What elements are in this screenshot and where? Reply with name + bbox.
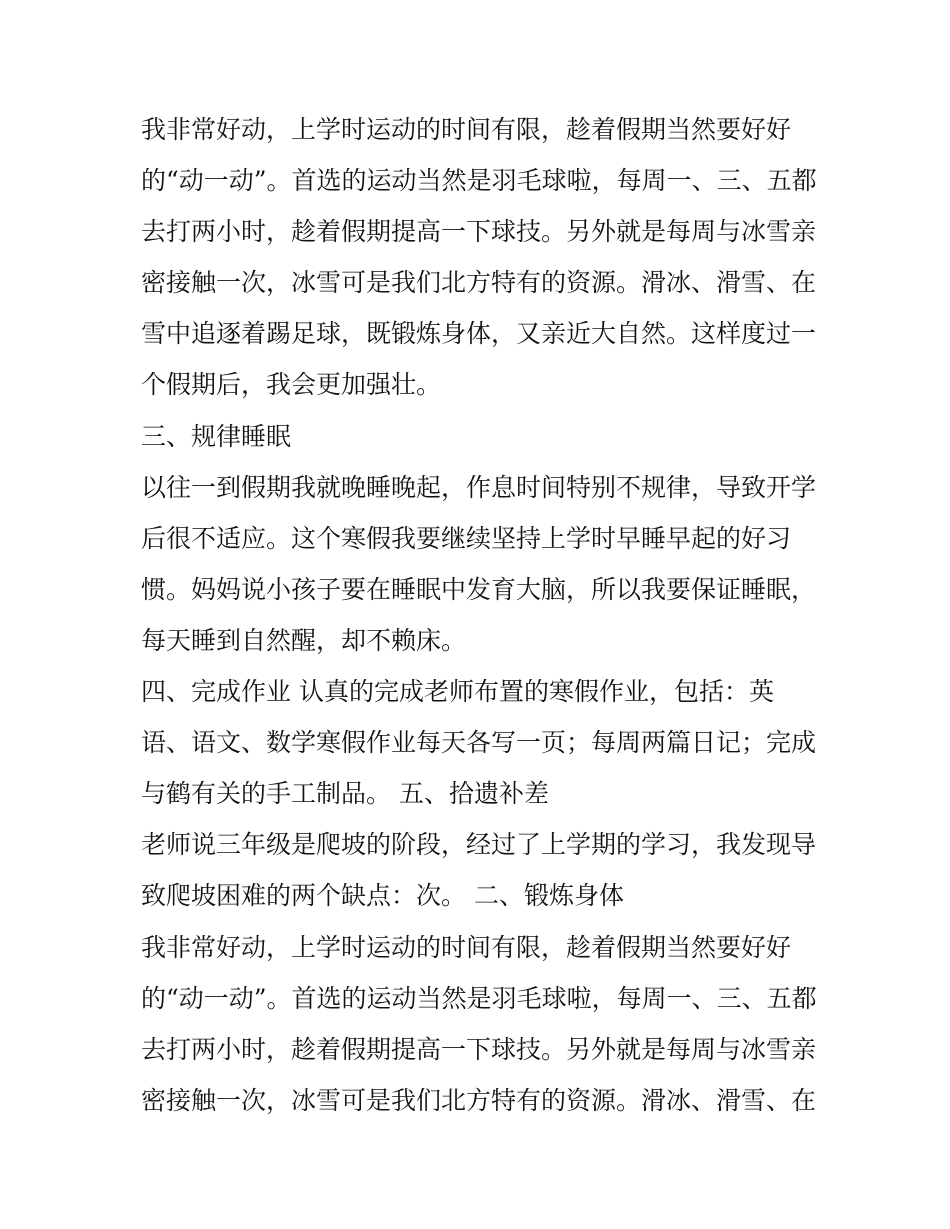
body-text: [141, 104, 821, 1126]
text-line: 我非常好动，上学时运动的时间有限，趁着假期当然要好好: [141, 115, 792, 144]
text-line: 每天睡到自然醒，却不赖床。: [141, 625, 467, 655]
text-line: 去打两小时，趁着假期提高一下球技。另外就是每周与冰雪亲: [141, 1034, 817, 1064]
text-line: 老师说三年级是爬坡的阶段，经过了上学期的学习，我发现导: [141, 830, 817, 860]
text-line: 去打两小时，趁着假期提高一下球技。另外就是每周与冰雪亲: [141, 217, 817, 247]
text-line: 致爬坡困难的两个缺点：次。 二、锻炼身体: [141, 881, 624, 911]
text-line: 以往一到假期我就晚睡晚起，作息时间特别不规律，导致开学: [141, 472, 817, 502]
text-line: 惯。妈妈说小孩子要在睡眠中发育大脑，所以我要保证睡眠，: [141, 574, 817, 604]
section-heading: 三、规律睡眠: [141, 421, 292, 451]
text-line: 密接触一次，冰雪可是我们北方特有的资源。滑冰、滑雪、在: [141, 268, 817, 298]
text-line: 与鹤有关的手工制品。 五、拾遗补差: [141, 779, 549, 809]
text-line: 密接触一次，冰雪可是我们北方特有的资源。滑冰、滑雪、在: [141, 1085, 817, 1115]
text-line: 四、完成作业 认真的完成老师布置的寒假作业，包括：英: [141, 677, 774, 707]
text-line: 后很不适应。这个寒假我要继续坚持上学时早睡早起的好习: [141, 523, 792, 553]
text-line: 个假期后，我会更加强壮。: [141, 370, 442, 400]
text-line: 的“动一动”。首选的运动当然是羽毛球啦，每周一、三、五都: [141, 166, 817, 196]
text-line: 语、语文、数学寒假作业每天各写一页；每周两篇日记；完成: [141, 728, 817, 758]
text-line: 的“动一动”。首选的运动当然是羽毛球啦，每周一、三、五都: [141, 983, 817, 1013]
text-line: 雪中追逐着踢足球，既锻炼身体，又亲近大自然。这样度过一: [141, 319, 817, 349]
text-line: 我非常好动，上学时运动的时间有限，趁着假期当然要好好: [141, 932, 792, 962]
